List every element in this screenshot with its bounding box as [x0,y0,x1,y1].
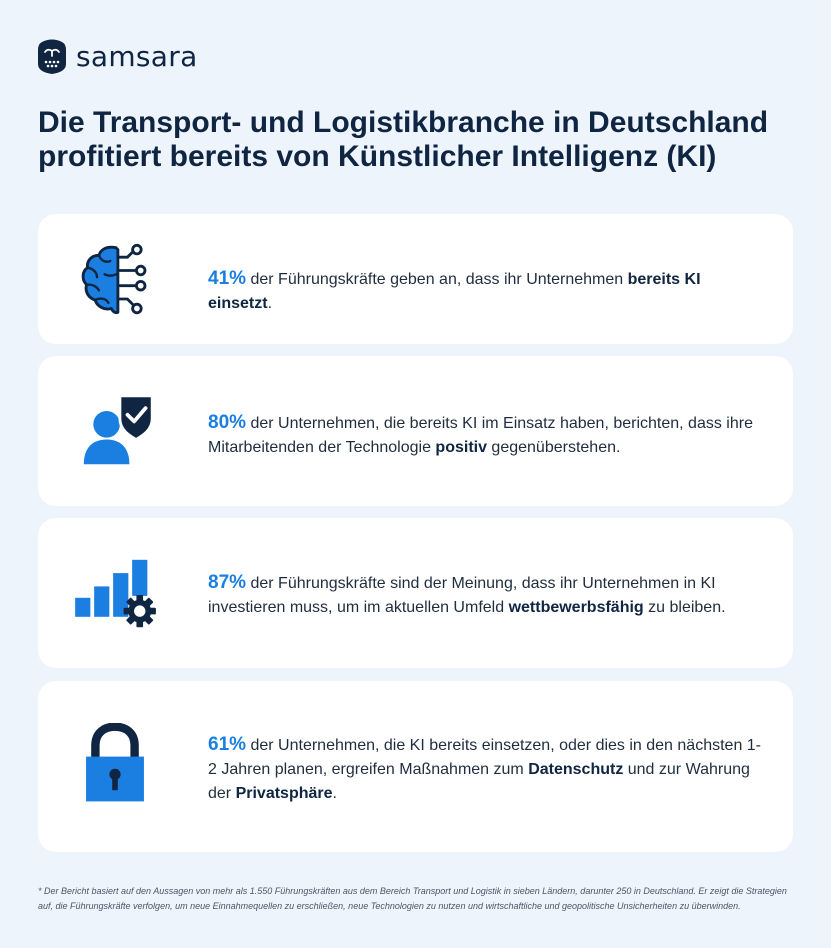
stat-card-investment [38,518,793,668]
footnote: * Der Bericht basiert auf den Aussagen von mehr als 1.550 Führungskräften aus dem Bereich Transport und Logistik in sieben Ländern, darunter 250 in Deutschland. Er zeigt die Strategien auf, die Führungskräfte verfolgen, um neue Einnahmequellen zu erschließen, neue Technologien zu nutzen und wirtschaftliche und geopolitische Unsicherheiten zu überwinden. [38,886,787,911]
stat-text: 87% der Führungskräfte sind der Meinung, dass ihr Unternehmen in KI investieren muss, um im aktuellen Umfeld wettbewerbsfähig zu bleiben. [208,572,726,616]
stat-text: 61% der Unternehmen, die KI bereits einsetzen, oder dies in den nächsten 1-2 Jahren planen, ergreifen Maßnahmen zum Datenschutz und zur Wahrung der Privatsphäre. [208,734,762,802]
samsara-logo [38,38,198,74]
stat-percent: 41% [208,268,247,289]
stat-card-employee-attitude [38,356,793,506]
brain-circuit-icon [76,242,156,318]
stat-text: 80% der Unternehmen, die bereits KI im Einsatz haben, berichten, dass ihre Mitarbeitenden der Technologie positiv gegenüberstehen. [208,412,753,456]
stat-percent: 80% [208,412,247,433]
samsara-owl-icon [38,38,66,74]
bar-chart-gear-icon [71,556,161,632]
brand-name: samsara [76,39,198,73]
headline: Die Transport- und Logistikbranche in Deutschland profitiert bereits von Künstlicher Intelligenz (KI) [38,106,769,173]
stat-percent: 87% [208,572,247,593]
stat-percent: 61% [208,734,247,755]
stat-card-data-protection [38,681,793,852]
stat-text: 41% der Führungskräfte geben an, dass ihr Unternehmen bereits KI einsetzt. [208,268,701,312]
stat-card-ai-usage [38,214,793,344]
padlock-icon [82,723,148,807]
person-check-shield-icon [78,392,158,468]
